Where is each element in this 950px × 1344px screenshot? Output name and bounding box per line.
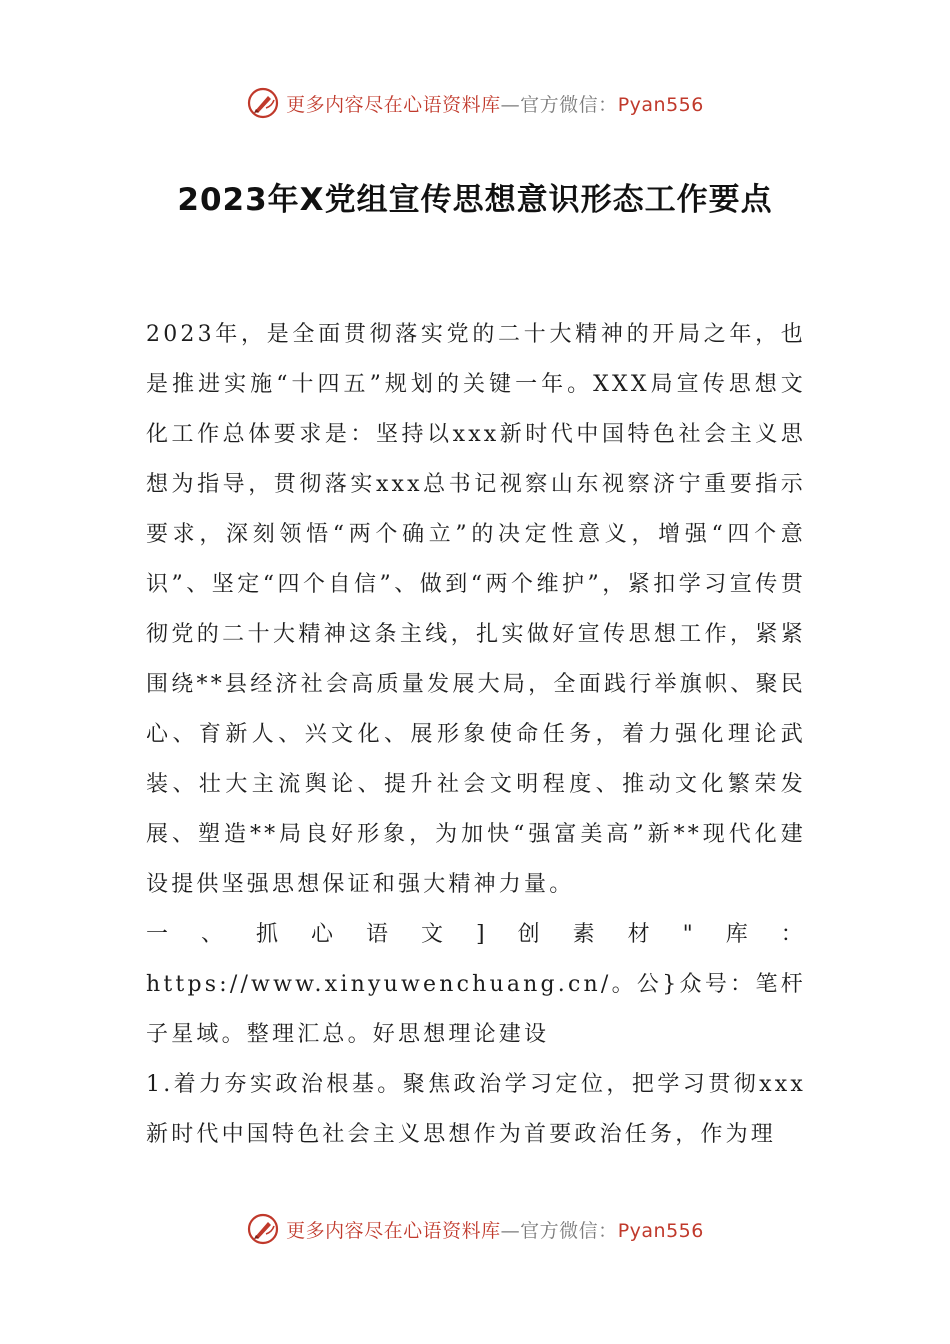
watermark-contact-id: Pyan556: [617, 1219, 704, 1242]
pen-logo-icon: [246, 86, 280, 120]
document-body: [146, 310, 806, 1160]
pen-logo-icon: [246, 1212, 280, 1246]
footer-watermark: [0, 1212, 950, 1246]
watermark-separator: —: [500, 1219, 521, 1242]
section-heading-paragraph: 一、抓心语文]创素材"库：https://www.xinyuwenchuang.cn/。公}众号：笔杆子星域。整理汇总。好思想理论建设: [146, 922, 806, 1047]
watermark-contact-id: Pyan556: [617, 93, 704, 116]
watermark-brand: 更多内容尽在心语资料库: [286, 1219, 501, 1242]
watermark-separator: —: [500, 93, 521, 116]
watermark-text: [286, 90, 704, 117]
watermark-text: [286, 1216, 704, 1243]
intro-paragraph: 2023年，是全面贯彻落实党的二十大精神的开局之年，也是推进实施“十四五”规划的关键一年。XXX局宣传思想文化工作总体要求是：坚持以xxx新时代中国特色社会主义思想为指导，贯彻落实xxx总书记视察山东视察济宁重要指示要求，深刻领悟“两个确立”的决定性意义，增强“四个意识”、坚定“四个自信”、做到“两个维护”，紧扣学习宣传贯彻党的二十大精神这条主线，扎实做好宣传思想工作，紧紧围绕**县经济社会高质量发展大局，全面践行举旗帜、聚民心、育新人、兴文化、展形象使命任务，着力强化理论武装、壮大主流舆论、提升社会文明程度、推动文化繁荣发展、塑造**局良好形象，为加快“强富美高”新**现代化建设提供坚强思想保证和强大精神力量。: [146, 322, 806, 897]
header-watermark: [0, 86, 950, 120]
document-title: 2023年X党组宣传思想意识形态工作要点: [177, 182, 773, 218]
watermark-contact-label: 官方微信：: [520, 93, 618, 116]
watermark-contact-label: 官方微信：: [520, 1219, 618, 1242]
item-paragraph: 1.着力夯实政治根基。聚焦政治学习定位，把学习贯彻xxx新时代中国特色社会主义思想作为首要政治任务，作为理: [146, 1072, 806, 1147]
watermark-brand: 更多内容尽在心语资料库: [286, 93, 501, 116]
